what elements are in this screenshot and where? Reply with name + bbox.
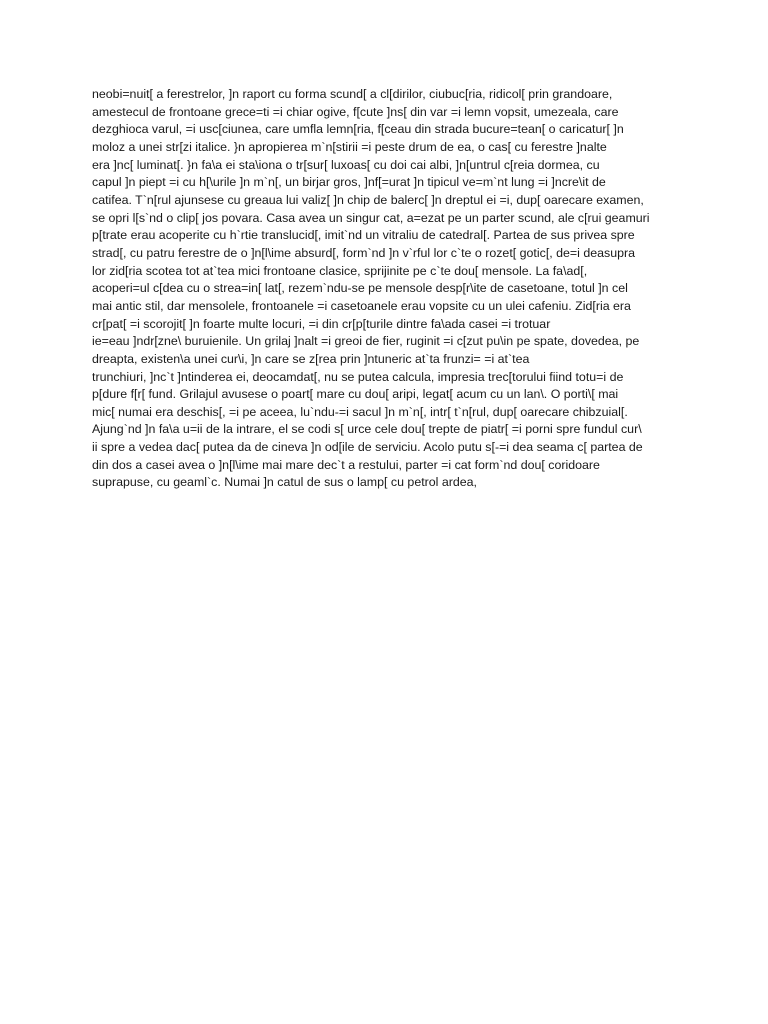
text-line: suprapuse, cu geaml`c. Numai ]n catul de sus o lamp[ cu petrol ardea, <box>92 475 477 490</box>
text-line: din dos a casei avea o ]n[l\ime mai mare dec`t a restului, parter =i cat form`nd dou[ coridoare <box>92 457 600 472</box>
text-line: mic[ numai era deschis[, =i pe aceea, lu`ndu-=i sacul ]n m`n[, intr[ t`n[rul, dup[ oarecare chibzuial[. <box>92 404 628 419</box>
text-line: se opri l[s`nd o clip[ jos povara. Casa avea un singur cat, a=ezat pe un parter scund, ale c[rui geamuri <box>92 210 650 225</box>
text-line: cr[pat[ =i scorojit[ ]n foarte multe locuri, =i din cr[p[turile dintre fa\ada casei =i trotuar <box>92 316 551 331</box>
text-line: strad[, cu patru ferestre de o ]n[l\ime absurd[, form`nd ]n v`rful lor c`te o rozet[ gotic[, de=i deasupra <box>92 245 636 260</box>
text-line: acoperi=ul c[dea cu o strea=in[ lat[, rezem`ndu-se pe mensole desp[r\ite de casetoane, totul ]n cel <box>92 281 628 296</box>
text-line: p[trate erau acoperite cu h`rtie translucid[, imit`nd un vitraliu de catedral[. Partea de sus privea spre <box>92 228 635 243</box>
text-line: lor zid[ria scotea tot at`tea mici frontoane clasice, sprijinite pe c`te dou[ mensole. La fa\ad[, <box>92 263 588 278</box>
text-line: trunchiuri, ]nc`t ]ntinderea ei, deocamdat[, nu se putea calcula, impresia trec[torului fiind totu=i de <box>92 369 624 384</box>
text-line: mai antic stil, dar mensolele, frontoanele =i casetoanele erau vopsite cu un ulei cafeniu. Zid[ria era <box>92 298 631 313</box>
text-line: ie=eau ]ndr[zne\ buruienile. Un grilaj ]nalt =i greoi de fier, ruginit =i c[zut pu\in pe spate, dovedea, pe <box>92 334 640 349</box>
text-line: amestecul de frontoane grece=ti =i chiar ogive, f[cute ]ns[ din var =i lemn vopsit, umezeala, care <box>92 104 619 119</box>
text-line: moloz a unei str[zi italice. }n apropierea m`n[stirii =i peste drum de ea, o cas[ cu ferestre ]nalte <box>92 139 607 154</box>
text-line: neobi=nuit[ a ferestrelor, ]n raport cu forma scund[ a cl[dirilor, ciubuc[ria, ridicol[ prin grandoare, <box>92 87 613 101</box>
body-text <box>92 86 696 492</box>
text-line: Ajung`nd ]n fa\a u=ii de la intrare, el se codi s[ urce cele dou[ trepte de piatr[ =i porni spre fundul cur\ <box>92 422 642 437</box>
text-line: catifea. T`n[rul ajunsese cu greaua lui valiz[ ]n chip de balerc[ ]n dreptul ei =i, dup[ oarecare examen, <box>92 192 644 207</box>
text-line: dezghioca varul, =i usc[ciunea, care umfla lemn[ria, f[ceau din strada bucure=tean[ o caricatur[ ]n <box>92 122 624 137</box>
text-line: capul ]n piept =i cu h[\urile ]n m`n[, un birjar gros, ]nf[=urat ]n tipicul ve=m`nt lung =i ]ncre\it de <box>92 175 606 190</box>
text-line: ii spre a vedea dac[ putea da de cineva ]n od[ile de serviciu. Acolo putu s[-=i dea seama c[ partea de <box>92 440 643 455</box>
text-line: dreapta, existen\a unei cur\i, ]n care se z[rea prin ]ntuneric at`ta frunzi= =i at`tea <box>92 351 530 366</box>
text-line: p[dure f[r[ fund. Grilajul avusese o poart[ mare cu dou[ aripi, legat[ acum cu un lan\. O porti\[ mai <box>92 387 619 402</box>
text-line: era ]nc[ luminat[. }n fa\a ei sta\iona o tr[sur[ luxoas[ cu doi cai albi, ]n[untrul c[reia dormea, cu <box>92 157 600 172</box>
